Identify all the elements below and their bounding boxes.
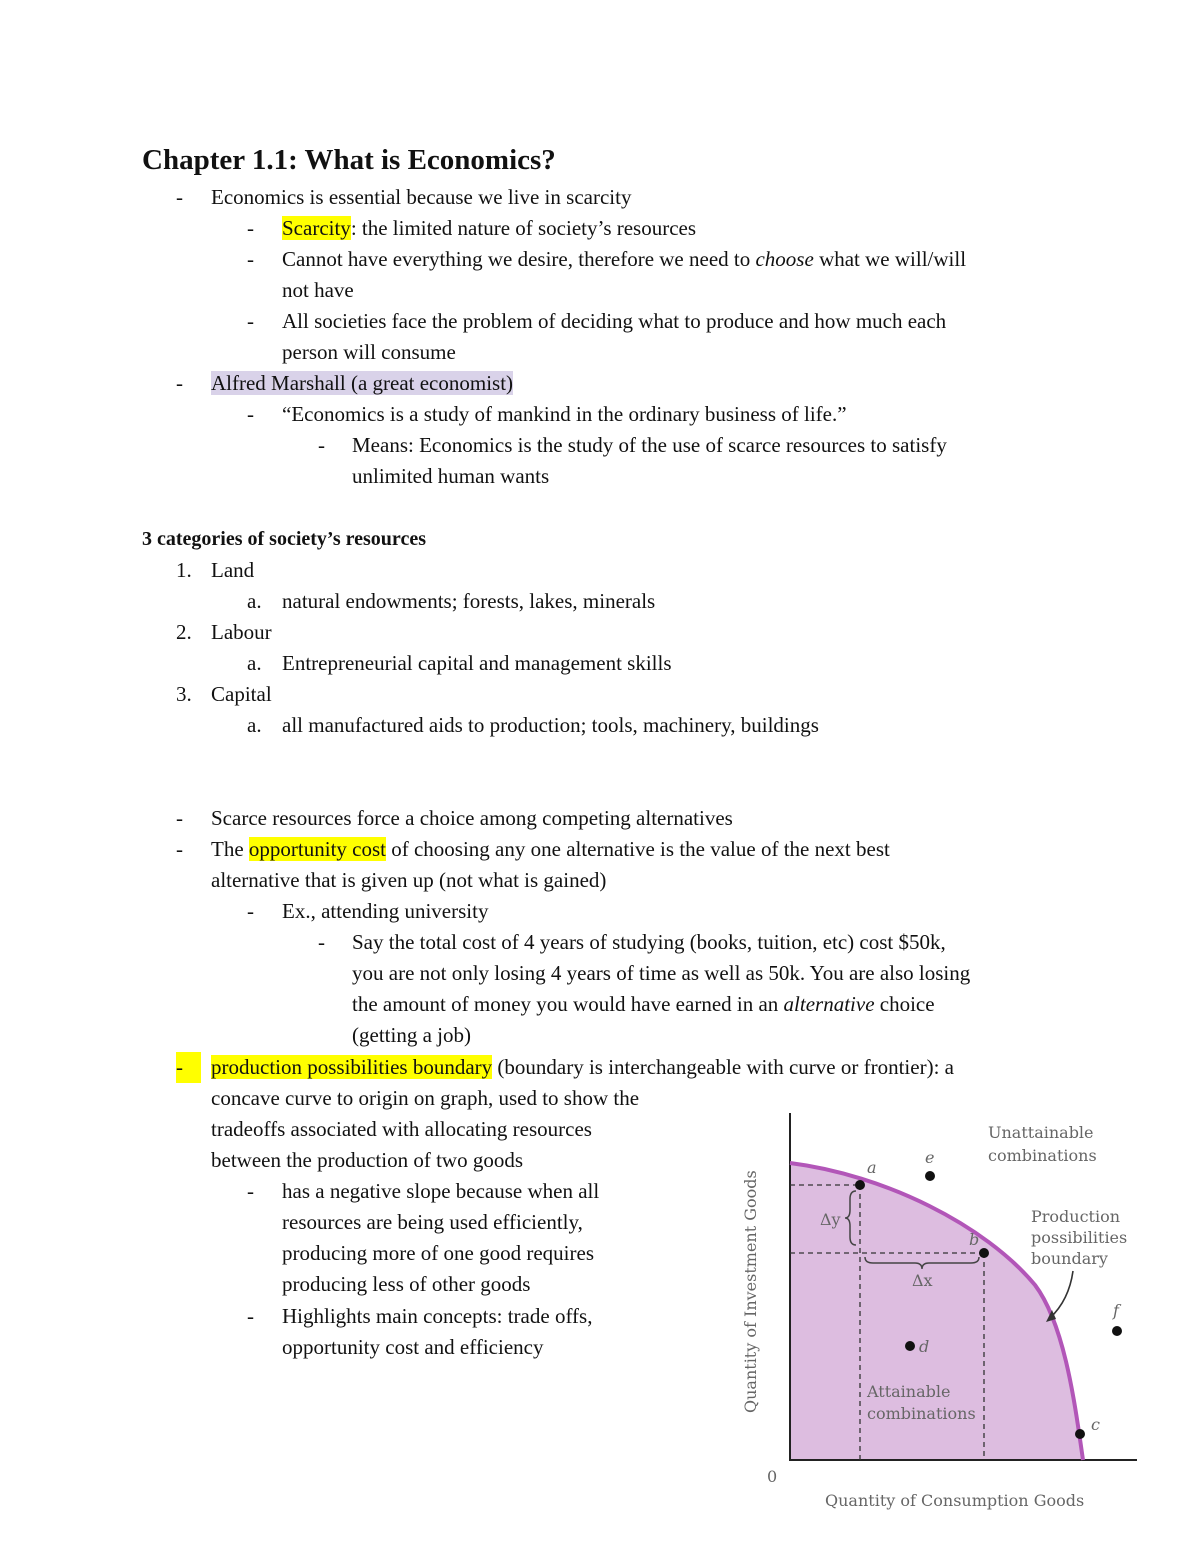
bullet-dash: - xyxy=(247,247,254,271)
bullet-text-cont: not have xyxy=(282,278,354,302)
highlight-ppb: production possibilities boundary xyxy=(211,1055,493,1079)
attainable-label-1: Attainable xyxy=(867,1382,951,1401)
point-a xyxy=(855,1180,865,1190)
page-title: Chapter 1.1: What is Economics? xyxy=(142,144,556,176)
bullet-text-cont: person will consume xyxy=(282,340,456,364)
list-sub-item: natural endowments; forests, lakes, minerals xyxy=(282,589,656,613)
bullet-dash: - xyxy=(247,216,254,240)
bullet-text-cont: between the production of two goods xyxy=(211,1148,524,1172)
list-item: Capital xyxy=(211,682,272,706)
list-item: Labour xyxy=(211,620,272,644)
point-b xyxy=(979,1248,989,1258)
point-label-b: b xyxy=(969,1230,980,1249)
boundary-label-3: boundary xyxy=(1031,1249,1108,1268)
text-span: : the limited nature of society’s resources xyxy=(350,216,697,240)
boundary-label-1: Production xyxy=(1031,1207,1121,1226)
bullet-text xyxy=(282,213,696,244)
emphasis-choose: choose xyxy=(755,247,814,271)
bullet-text-cont: producing less of other goods xyxy=(282,1272,531,1296)
bullet-text-cont: resources are being used efficiently, xyxy=(282,1210,583,1234)
list-number: 2. xyxy=(176,620,192,644)
bullet-text: Ex., attending university xyxy=(282,899,489,923)
bullet-text: Scarce resources force a choice among competing alternatives xyxy=(211,806,733,830)
point-label-f: f xyxy=(1113,1301,1119,1320)
list-sub-item: Entrepreneurial capital and management skills xyxy=(282,651,672,675)
bullet-dash: - xyxy=(247,402,254,426)
point-label-a: a xyxy=(867,1158,877,1177)
highlight-opportunity-cost: opportunity cost xyxy=(248,837,386,861)
text-span: of choosing any one alternative is the value of the next best xyxy=(385,837,890,861)
bullet-text: “Economics is a study of mankind in the ordinary business of life.” xyxy=(282,402,847,426)
bullet-dash: - xyxy=(176,806,183,830)
bullet-dash: - xyxy=(318,930,325,954)
bullet-text xyxy=(211,1052,954,1083)
bullet-text: All societies face the problem of deciding what to produce and how much each xyxy=(282,309,947,333)
bullet-text-cont: producing more of one good requires xyxy=(282,1241,594,1265)
delta-y-label: Δy xyxy=(820,1210,841,1229)
text-span: choice xyxy=(874,992,935,1016)
list-sub-marker: a. xyxy=(247,589,262,613)
highlight-scarcity: Scarcity xyxy=(282,216,351,240)
point-f xyxy=(1112,1326,1122,1336)
bullet-text-cont xyxy=(352,989,935,1020)
point-label-e: e xyxy=(925,1148,935,1167)
bullet-text-cont: you are not only losing 4 years of time as well as 50k. You are also losing xyxy=(352,961,971,985)
boundary-label-2: possibilities xyxy=(1031,1228,1128,1247)
list-number: 1. xyxy=(176,558,192,582)
bullet-text xyxy=(282,244,966,275)
delta-x-label: Δx xyxy=(912,1271,933,1290)
bullet-text-cont: (getting a job) xyxy=(352,1023,471,1047)
bullet-text-cont: tradeoffs associated with allocating resources xyxy=(211,1117,592,1141)
text-span: what we will/will xyxy=(813,247,967,271)
bullet-dash: - xyxy=(176,1052,201,1083)
point-c xyxy=(1075,1429,1085,1439)
bullet-text-cont: concave curve to origin on graph, used to show the xyxy=(211,1086,640,1110)
unattainable-label-2: combinations xyxy=(988,1146,1097,1165)
x-axis-label: Quantity of Consumption Goods xyxy=(825,1491,1085,1510)
bullet-dash: - xyxy=(176,837,183,861)
point-e xyxy=(925,1171,935,1181)
text-span: The xyxy=(211,837,249,861)
list-sub-marker: a. xyxy=(247,713,262,737)
bullet-dash: - xyxy=(176,185,183,209)
y-axis-label: Quantity of Investment Goods xyxy=(741,1170,760,1413)
bullet-text: has a negative slope because when all xyxy=(282,1179,600,1203)
point-d xyxy=(905,1341,915,1351)
bullet-text: Means: Economics is the study of the use of scarce resources to satisfy xyxy=(352,433,947,457)
bullet-dash: - xyxy=(176,371,183,395)
list-sub-marker: a. xyxy=(247,651,262,675)
ppb-figure xyxy=(725,1105,1175,1525)
bullet-dash: - xyxy=(318,433,325,457)
list-sub-item: all manufactured aids to production; tools, machinery, buildings xyxy=(282,713,819,737)
emphasis-alternative: alternative xyxy=(783,992,875,1016)
section-heading: 3 categories of society’s resources xyxy=(142,528,426,550)
point-label-c: c xyxy=(1091,1415,1100,1434)
unattainable-label-1: Unattainable xyxy=(988,1123,1094,1142)
bullet-text xyxy=(211,834,890,865)
origin-label: 0 xyxy=(767,1467,778,1486)
bullet-text-cont: alternative that is given up (not what is gained) xyxy=(211,868,607,892)
bullet-text: Economics is essential because we live in scarcity xyxy=(211,185,632,209)
boundary-arrow xyxy=(1050,1271,1073,1318)
bullet-text xyxy=(211,368,513,399)
bullet-text-cont: unlimited human wants xyxy=(352,464,550,488)
attainable-label-2: combinations xyxy=(867,1404,976,1423)
bullet-text: Highlights main concepts: trade offs, xyxy=(282,1304,593,1328)
bullet-dash: - xyxy=(247,899,254,923)
bullet-dash: - xyxy=(247,1304,254,1328)
bullet-dash: - xyxy=(247,1179,254,1203)
highlight-marshall: Alfred Marshall (a great economist) xyxy=(211,371,514,395)
bullet-text-cont: opportunity cost and efficiency xyxy=(282,1335,544,1359)
list-number: 3. xyxy=(176,682,192,706)
text-span: (boundary is interchangeable with curve or frontier): a xyxy=(492,1055,954,1079)
text-span: the amount of money you would have earned in an xyxy=(352,992,784,1016)
bullet-dash: - xyxy=(247,309,254,333)
bullet-text: Say the total cost of 4 years of studying (books, tuition, etc) cost $50k, xyxy=(352,930,946,954)
list-item: Land xyxy=(211,558,255,582)
text-span: Cannot have everything we desire, therefore we need to xyxy=(282,247,756,271)
point-label-d: d xyxy=(919,1337,930,1356)
